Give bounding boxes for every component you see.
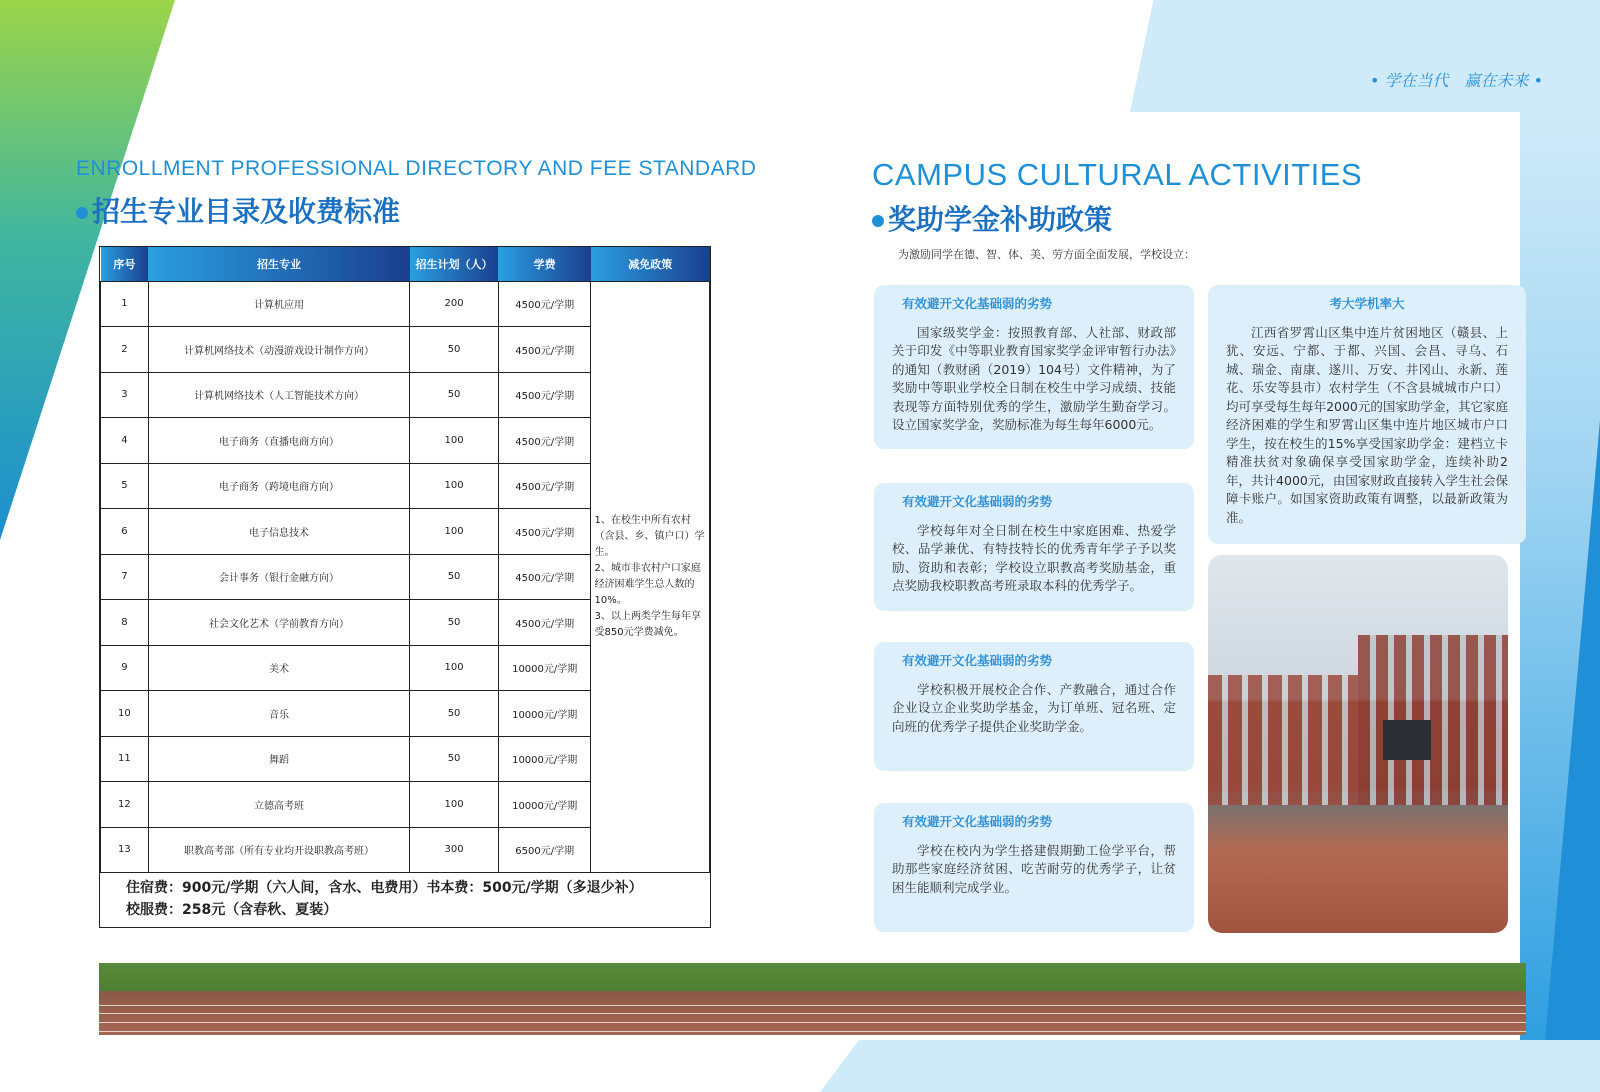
col-header-policy: 减免政策 (591, 247, 710, 281)
cell-no: 6 (101, 509, 149, 555)
cell-plan: 100 (410, 645, 499, 691)
cell-fee: 4500元/学期 (498, 418, 591, 464)
cell-plan: 300 (410, 827, 499, 873)
policy-card-body: 学校每年对全日制在校生中家庭困难、热爱学校、品学兼优、有特技特长的优秀青年学子予以奖励、资助和表彰；学校设立职教高考奖励基金，重点奖励我校职教高考班录取本科的优秀学子。 (892, 522, 1176, 593)
cell-plan: 200 (410, 281, 499, 327)
cell-fee: 10000元/学期 (498, 782, 591, 828)
cell-fee: 4500元/学期 (498, 327, 591, 373)
policy-card-title: 有效避开文化基础弱的劣势 (902, 296, 1053, 311)
cell-major: 美术 (148, 645, 409, 691)
policy-card-body: 国家级奖学金：按照教育部、人社部、财政部关于印发《中等职业教育国家奖学金评审暂行办法》的通知（教财函（2019）104号）文件精神，为了奖励中等职业学校全日制在校生中学习成绩、技能表现等方面特别优秀的学生，激励学生勤奋学习。设立国家奖学金，奖励标准为每生每年6000元。 (892, 324, 1176, 432)
cell-fee: 10000元/学期 (498, 736, 591, 782)
cell-fee: 4500元/学期 (498, 372, 591, 418)
led-screen (1383, 720, 1431, 760)
track-lane-line (99, 1031, 1526, 1032)
cell-policy: 1、在校生中所有农村（含县、乡、镇户口）学生。 2、城市非农村户口家庭经济困难学生总人数的10%。 3、以上两类学生每年享受850元学费减免。 (591, 281, 710, 873)
scholarship-cn-title (872, 198, 1112, 238)
cell-plan: 50 (410, 600, 499, 646)
table-row (101, 281, 710, 327)
fee-footer-line2: 校服费：258元（含春秋、夏装） (126, 902, 338, 918)
policy-card-title: 有效避开文化基础弱的劣势 (902, 814, 1053, 829)
cell-major: 音乐 (148, 691, 409, 737)
cell-no: 5 (101, 463, 149, 509)
top-right-band (1130, 0, 1600, 112)
bullet-dot (872, 215, 884, 227)
cell-major: 电子信息技术 (148, 509, 409, 555)
col-header-no: 序号 (101, 247, 149, 281)
cell-major: 社会文化艺术（学前教育方向） (148, 600, 409, 646)
running-track-banner (99, 963, 1526, 1035)
track-lane-line (99, 1013, 1526, 1014)
cell-fee: 4500元/学期 (498, 281, 591, 327)
cell-plan: 100 (410, 509, 499, 555)
national-grant-card (1208, 285, 1526, 544)
enrollment-cn-title-text: 招生专业目录及收费标准 (92, 195, 401, 228)
policy-card (874, 642, 1194, 771)
scholarship-intro: 为激励同学在德、智、体、美、劳方面全面发展，学校设立： (898, 248, 1195, 261)
policy-card (874, 285, 1194, 449)
cell-no: 9 (101, 645, 149, 691)
cell-plan: 50 (410, 554, 499, 600)
campus-building-photo (1208, 555, 1508, 933)
cell-major: 计算机网络技术（动漫游戏设计制作方向） (148, 327, 409, 373)
cell-major: 立德高考班 (148, 782, 409, 828)
cell-fee: 4500元/学期 (498, 509, 591, 555)
enrollment-en-title: ENROLLMENT PROFESSIONAL DIRECTORY AND FEE STANDARD (76, 157, 757, 180)
scholarship-cn-title-text: 奖助学金补助政策 (888, 203, 1113, 236)
national-grant-body: 江西省罗霄山区集中连片贫困地区（赣县、上犹、安远、宁都、于都、兴国、会昌、寻乌、石城、瑞金、南康、遂川、万安、井冈山、永新、莲花、乐安等县市）农村学生（不含县城城市户口）均可享受每生每年2000元的国家助学金，其它家庭经济困难的学生和罗霄山区集中连片地区城市户口学生，按在校生的15%享受国家助学金：建档立卡精准扶贫对象确保享受国家助学金，连续补助2年，共计4000元，由国家财政直接转入学生社会保障卡账户。如国家资助政策有调整，以最新政策为准。 (1226, 324, 1508, 525)
national-grant-title: 考大学机率大 (1329, 296, 1405, 311)
fee-footer-line1: 住宿费：900元/学期（六人间，含水、电费用）书本费：500元/学期（多退少补） (126, 880, 643, 896)
cell-fee: 4500元/学期 (498, 463, 591, 509)
policy-card-body: 学校积极开展校企合作、产教融合，通过合作企业设立企业奖助学基金，为订单班、冠名班、定向班的优秀学子提供企业奖助学金。 (892, 681, 1176, 734)
fee-footer (100, 873, 710, 925)
campus-en-title: CAMPUS CULTURAL ACTIVITIES (872, 157, 1363, 192)
cell-fee: 10000元/学期 (498, 691, 591, 737)
cell-no: 1 (101, 281, 149, 327)
cell-no: 11 (101, 736, 149, 782)
cell-major: 电子商务（跨境电商方向） (148, 463, 409, 509)
cell-no: 7 (101, 554, 149, 600)
cell-no: 13 (101, 827, 149, 873)
cell-major: 电子商务（直播电商方向） (148, 418, 409, 464)
enrollment-cn-title (76, 190, 400, 230)
bottom-right-band (820, 1040, 1600, 1092)
slogan: • 学在当代 赢在未来 • (1370, 71, 1544, 90)
col-header-major: 招生专业 (148, 247, 409, 281)
cell-no: 4 (101, 418, 149, 464)
cell-plan: 100 (410, 418, 499, 464)
cell-plan: 100 (410, 463, 499, 509)
cell-major: 计算机应用 (148, 281, 409, 327)
building-right (1358, 635, 1508, 805)
enrollment-table (99, 246, 711, 928)
building-left (1208, 675, 1358, 805)
cell-major: 计算机网络技术（人工智能技术方向） (148, 372, 409, 418)
track-lane-line (99, 1005, 1526, 1006)
cell-major: 职教高考部（所有专业均开设职教高考班） (148, 827, 409, 873)
cell-no: 3 (101, 372, 149, 418)
policy-card-body: 学校在校内为学生搭建假期勤工俭学平台，帮助那些家庭经济贫困、吃苦耐劳的优秀学子，让贫困生能顺利完成学业。 (892, 842, 1176, 895)
col-header-plan: 招生计划（人） (410, 247, 499, 281)
cell-major: 会计事务（银行金融方向） (148, 554, 409, 600)
cell-no: 8 (101, 600, 149, 646)
cell-fee: 4500元/学期 (498, 554, 591, 600)
policy-card-title: 有效避开文化基础弱的劣势 (902, 494, 1053, 509)
policy-card (874, 483, 1194, 611)
cell-no: 12 (101, 782, 149, 828)
cell-major: 舞蹈 (148, 736, 409, 782)
cell-no: 10 (101, 691, 149, 737)
policy-card (874, 803, 1194, 932)
cell-plan: 50 (410, 691, 499, 737)
cell-no: 2 (101, 327, 149, 373)
track-lane-line (99, 1022, 1526, 1023)
col-header-fee: 学费 (498, 247, 591, 281)
cell-plan: 50 (410, 736, 499, 782)
cell-plan: 100 (410, 782, 499, 828)
cell-fee: 4500元/学期 (498, 600, 591, 646)
cell-fee: 10000元/学期 (498, 645, 591, 691)
table-header-row (101, 247, 710, 281)
policy-card-title: 有效避开文化基础弱的劣势 (902, 653, 1053, 668)
cell-plan: 50 (410, 327, 499, 373)
cell-fee: 6500元/学期 (498, 827, 591, 873)
bullet-dot (76, 207, 88, 219)
cell-plan: 50 (410, 372, 499, 418)
